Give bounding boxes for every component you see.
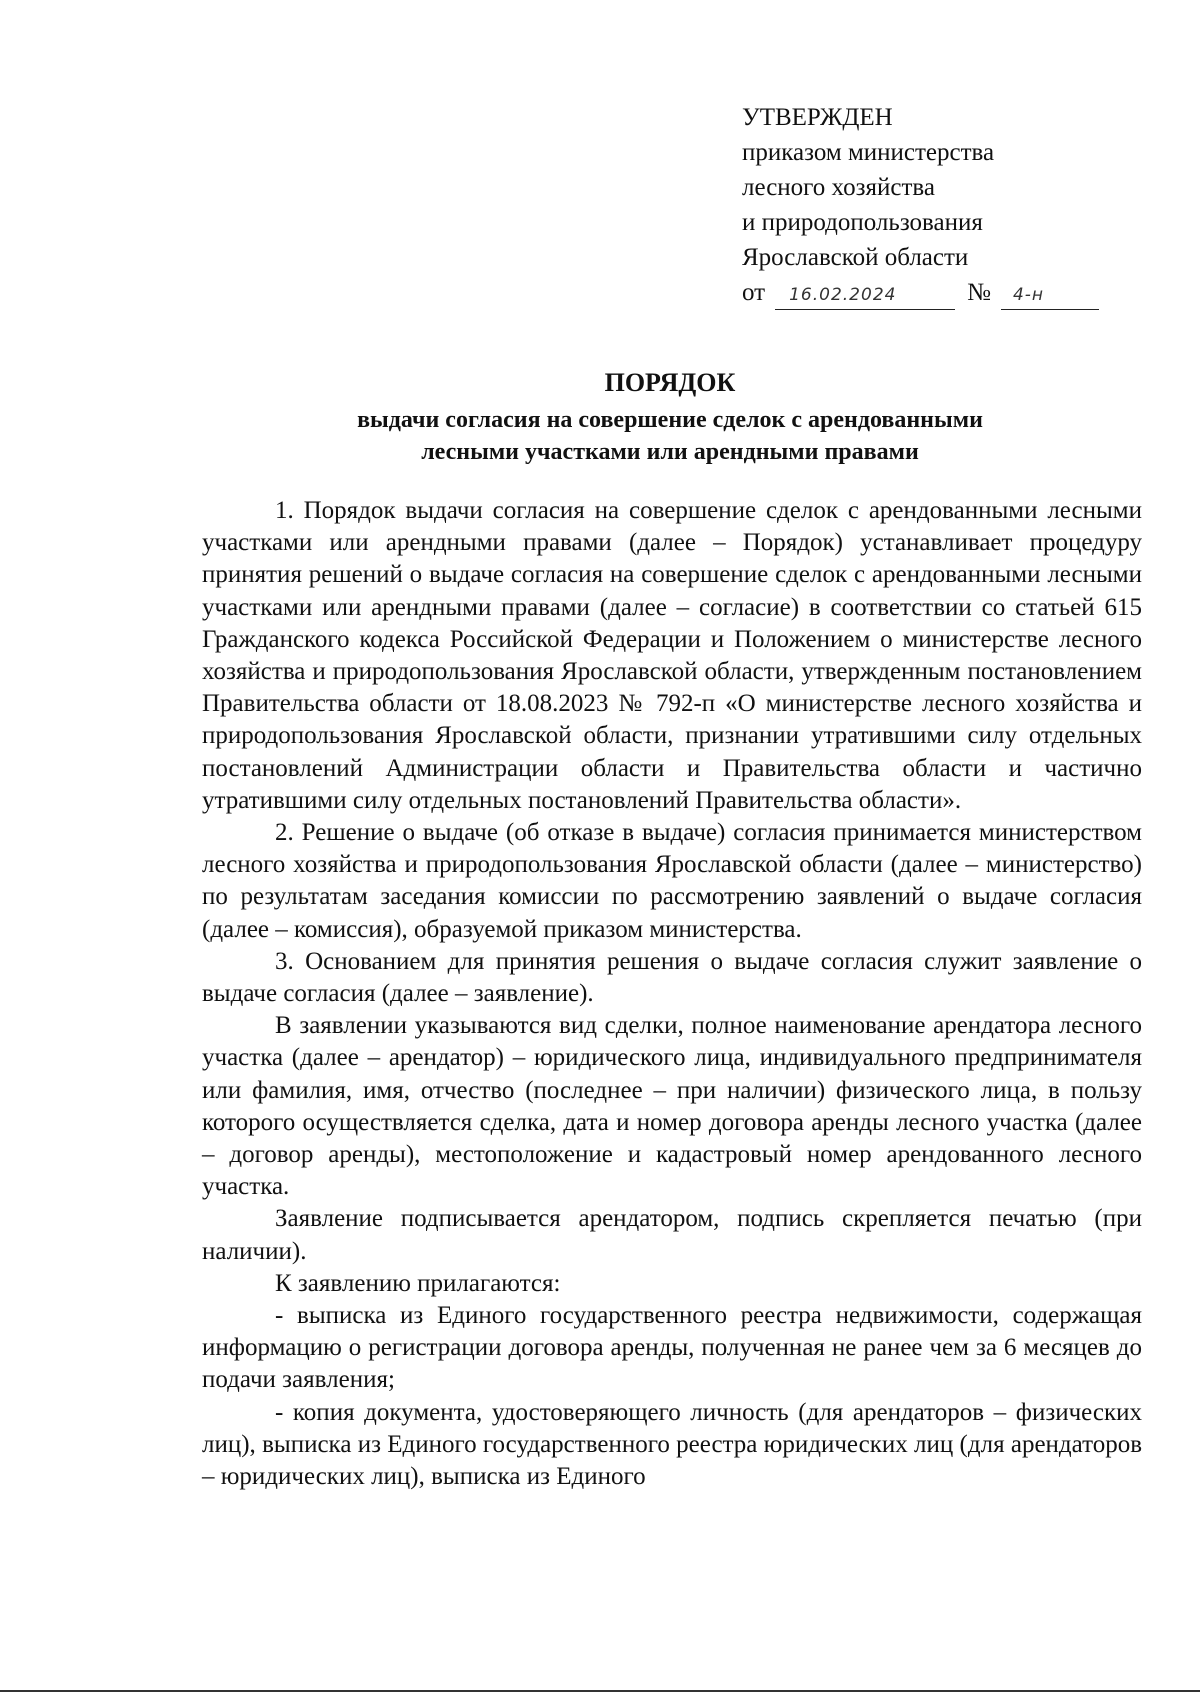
- paragraph-application-contents: В заявлении указываются вид сделки, полное наименование арендатора лесного участка (далее – арендатор) – юридического лица, индивидуального предпринимателя или фамилия, имя, отчество (последнее – при наличии) физического лица, в пользу которого осуществляется сделка, дата и номер договора аренды лесного участка (далее – договор аренды), местоположение и кадастровый номер арендованного лесного участка.: [202, 1012, 1142, 1201]
- approval-number-field: 4-н: [1001, 280, 1099, 310]
- subtitle-line-2: лесными участками или арендными правами: [421, 439, 919, 465]
- paragraph-attachments-intro: К заявлению прилагаются:: [275, 1269, 561, 1297]
- document-title: ПОРЯДОК: [604, 368, 736, 397]
- document-subtitle: [200, 404, 1140, 468]
- paragraph-3: 3. Основанием для принятия решения о выдаче согласия служит заявление о выдаче согласия (далее – заявление).: [202, 947, 1142, 1008]
- approval-line-4: Ярославской области: [742, 244, 969, 271]
- approval-stamp-block: [742, 100, 1142, 310]
- approval-date-line: [742, 275, 1142, 310]
- approval-number-sign: №: [967, 279, 991, 306]
- document-body: [202, 495, 1142, 1493]
- approval-heading: УТВЕРЖДЕН: [742, 104, 893, 131]
- approval-line-1: приказом министерства: [742, 139, 995, 166]
- attachment-item-2: - копия документа, удостоверяющего личность (для арендаторов – физических лиц), выписка из Единого государственного реестра юридических лиц (для арендаторов – юридических лиц), выписка из Единого: [202, 1398, 1142, 1491]
- approval-line-2: лесного хозяйства: [742, 174, 935, 201]
- approval-line-3: и природопользования: [742, 209, 983, 236]
- paragraph-2: 2. Решение о выдаче (об отказе в выдаче) согласия принимается министерством лесного хозяйства и природопользования Ярославской области (далее – министерство) по результатам заседания комиссии по рассмотрению заявлений о выдаче согласия (далее – комиссия), образуемой приказом министерства.: [202, 819, 1142, 943]
- attachment-item-1: - выписка из Единого государственного реестра недвижимости, содержащая информацию о регистрации договора аренды, полученная не ранее чем за 6 месяцев до подачи заявления;: [202, 1302, 1142, 1394]
- paragraph-application-signature: Заявление подписывается арендатором, подпись скрепляется печатью (при наличии).: [202, 1205, 1142, 1265]
- approval-date-field: 16.02.2024: [775, 280, 955, 310]
- subtitle-line-1: выдачи согласия на совершение сделок с арендованными: [357, 407, 983, 433]
- approval-date-prefix: от: [742, 279, 766, 306]
- paragraph-1: 1. Порядок выдачи согласия на совершение сделок с арендованными лесными участками или арендными правами (далее – Порядок) устанавливает процедуру принятия решений о выдаче согласия на совершение сделок с арендованными лесными участками или арендными правами (далее – согласие) в соответствии со статьей 615 Гражданского кодекса Российской Федерации и Положением о министерстве лесного хозяйства и природопользования Ярославской области, утвержденным постановлением Правительства области от 18.08.2023 № 792-п «О министерстве лесного хозяйства и природопользования Ярославской области, признании утратившими силу отдельных постановлений Администрации области и Правительства области и частично утратившими силу отдельных постановлений Правительства области».: [202, 497, 1142, 814]
- page-bottom-border: [0, 1690, 1200, 1692]
